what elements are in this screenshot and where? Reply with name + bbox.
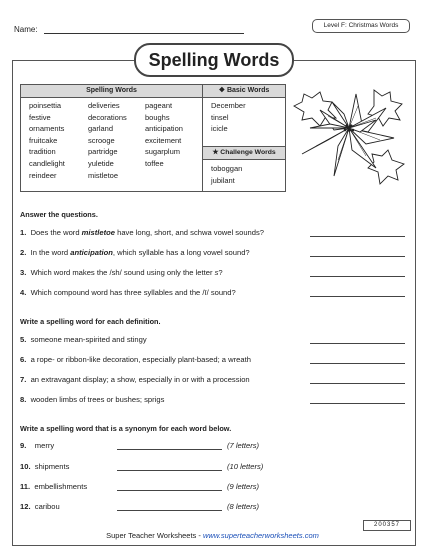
list-item: decorations: [88, 112, 127, 122]
spelling-words-header: Spelling Words: [21, 85, 202, 98]
synonym-word: merry: [34, 441, 55, 450]
poinsettia-icon: [290, 84, 408, 192]
question-number: 11.: [20, 482, 31, 491]
list-item: anticipation: [145, 124, 183, 134]
question-text: ?: [218, 268, 223, 277]
list-item: candlelight: [29, 158, 65, 168]
list-item: icicle: [211, 124, 228, 134]
list-item: yuletide: [88, 158, 114, 168]
question-text: , which syllable has a long vowel sound?: [112, 248, 250, 257]
question-3: [20, 268, 223, 277]
synonym-word: shipments: [34, 462, 70, 471]
answer-line-10[interactable]: [117, 470, 222, 471]
definition-7: [20, 375, 250, 384]
section-heading-synonyms: Write a spelling word that is a synonym for each word below.: [20, 424, 232, 433]
answer-line-5[interactable]: [310, 343, 405, 344]
question-text: Does the word: [30, 228, 82, 237]
question-number: 7.: [20, 375, 27, 384]
level-badge: Level F: Christmas Words: [312, 19, 410, 33]
answer-line-2[interactable]: [310, 256, 405, 257]
question-number: 9.: [20, 441, 27, 450]
list-item: ornaments: [29, 124, 65, 134]
list-item: tinsel: [211, 112, 229, 122]
word-column-2: [88, 100, 127, 181]
question-number: 5.: [20, 335, 27, 344]
answer-line-6[interactable]: [310, 363, 405, 364]
synonym-9: [20, 441, 54, 450]
diamond-cross-icon: ❖: [218, 87, 226, 94]
answer-line-3[interactable]: [310, 276, 405, 277]
name-field[interactable]: [44, 33, 244, 34]
list-item: jubilant: [211, 175, 235, 185]
table-divider: [202, 85, 203, 191]
list-item: fruitcake: [29, 135, 58, 145]
question-text: Which compound word has three syllables and the /ī/ sound?: [30, 288, 236, 297]
question-number: 12.: [20, 502, 31, 511]
list-item: mistletoe: [88, 170, 119, 180]
list-item: excitement: [145, 135, 182, 145]
question-text: have long, short, and schwa vowel sounds?: [115, 228, 265, 237]
basic-words-column: [211, 100, 246, 135]
list-item: scrooge: [88, 135, 115, 145]
word-column-1: [29, 100, 65, 181]
synonym-word: caribou: [34, 502, 60, 511]
definition-6: [20, 355, 251, 364]
basic-words-header: [203, 85, 285, 98]
letter-count: (8 letters): [227, 502, 260, 511]
answer-line-4[interactable]: [310, 296, 405, 297]
question-text: Which word makes the /sh/ sound using only the letter: [30, 268, 215, 277]
synonym-12: [20, 502, 60, 511]
footer-url-link[interactable]: www.superteacherworksheets.com: [202, 531, 319, 540]
question-number: 10.: [20, 462, 31, 471]
list-item: reindeer: [29, 170, 57, 180]
list-item: deliveries: [88, 101, 120, 110]
answer-line-8[interactable]: [310, 403, 405, 404]
list-item: December: [211, 101, 246, 110]
answer-line-11[interactable]: [117, 490, 222, 491]
list-item: festive: [29, 112, 51, 122]
footer: [0, 531, 425, 540]
section-heading-definitions: Write a spelling word for each definition.: [20, 317, 161, 326]
list-item: boughs: [145, 112, 170, 122]
list-item: toffee: [145, 158, 164, 168]
list-item: pageant: [145, 101, 173, 110]
definition-5: [20, 335, 147, 344]
challenge-words-column: [211, 163, 242, 186]
definition-text: someone mean-spirited and stingy: [30, 335, 147, 344]
question-number: 4.: [20, 288, 27, 297]
question-number: 1.: [20, 228, 27, 237]
page-title: Spelling Words: [134, 43, 294, 77]
answer-line-1[interactable]: [310, 236, 405, 237]
letter-count: (9 letters): [227, 482, 260, 491]
worksheet-code: 200357: [363, 520, 411, 531]
synonym-word: embellishments: [34, 482, 88, 491]
definition-text: a rope- or ribbon-like decoration, especially plant-based; a wreath: [30, 355, 251, 364]
challenge-words-label: Challenge Words: [220, 149, 276, 156]
section-heading-questions: Answer the questions.: [20, 210, 98, 219]
question-number: 2.: [20, 248, 27, 257]
list-item: tradition: [29, 147, 56, 157]
letter-count: (7 letters): [227, 441, 260, 450]
list-item: garland: [88, 124, 114, 134]
question-4: [20, 288, 236, 297]
list-item: partridge: [88, 147, 118, 157]
definition-8: [20, 395, 164, 404]
list-item: toboggan: [211, 164, 243, 173]
list-item: sugarplum: [145, 147, 181, 157]
word-table: [20, 84, 286, 192]
answer-line-12[interactable]: [117, 510, 222, 511]
question-2: [20, 248, 250, 257]
challenge-words-header: [203, 146, 285, 160]
name-label: Name:: [14, 25, 38, 34]
star-icon: ★: [212, 149, 219, 156]
answer-line-9[interactable]: [117, 449, 222, 450]
question-number: 8.: [20, 395, 27, 404]
word-column-3: [145, 100, 183, 170]
answer-line-7[interactable]: [310, 383, 405, 384]
question-emphasis: anticipation: [70, 248, 113, 257]
definition-text: an extravagant display; a show, especially in or with a procession: [30, 375, 250, 384]
question-1: [20, 228, 264, 237]
synonym-10: [20, 462, 69, 471]
basic-words-label: Basic Words: [226, 87, 270, 94]
question-text: In the word: [30, 248, 71, 257]
question-number: 3.: [20, 268, 27, 277]
question-emphasis: s: [214, 268, 219, 277]
question-emphasis: mistletoe: [81, 228, 115, 237]
synonym-11: [20, 482, 87, 491]
list-item: poinsettia: [29, 101, 62, 110]
definition-text: wooden limbs of trees or bushes; sprigs: [30, 395, 165, 404]
letter-count: (10 letters): [227, 462, 264, 471]
question-number: 6.: [20, 355, 27, 364]
footer-site-name: Super Teacher Worksheets -: [106, 531, 203, 540]
